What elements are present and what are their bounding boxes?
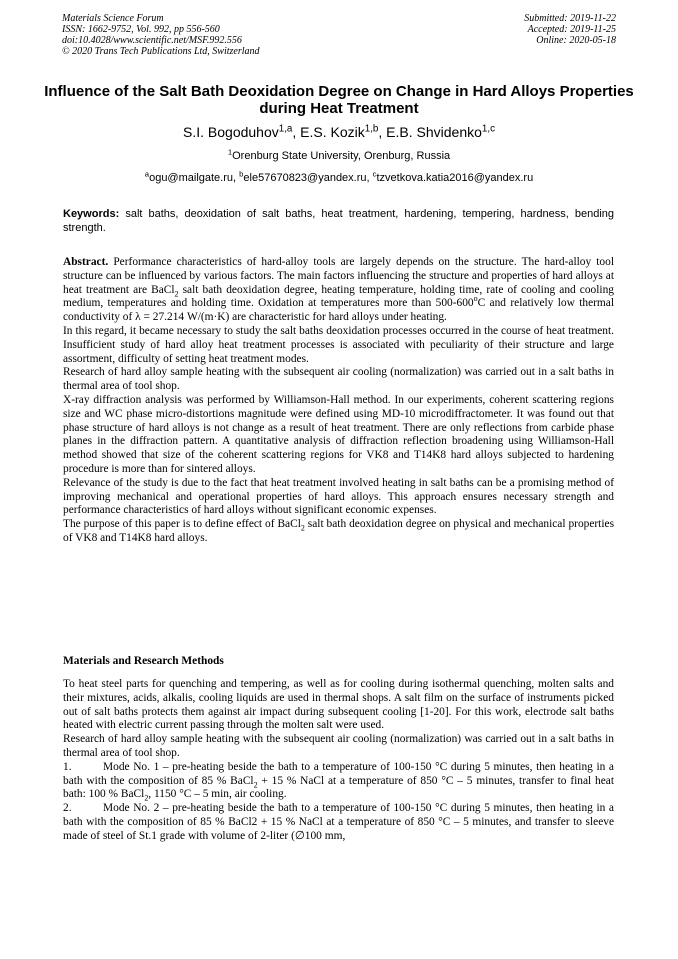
keywords <box>63 207 614 235</box>
author-name: E.B. Shvidenko <box>386 124 482 140</box>
journal-header <box>62 13 260 57</box>
list-number: 1. <box>63 760 72 773</box>
email-link[interactable]: ogu@mailgate.ru <box>149 172 234 184</box>
email-mark: b <box>239 169 244 179</box>
abstract-paragraph: Research of hard alloy sample heating with the subsequent air cooling (normalization) was carried out in a salt baths in thermal area of tool shop. <box>63 366 614 393</box>
email-link[interactable]: tzvetkova.katia2016@yandex.ru <box>376 172 534 184</box>
journal-doi: doi:10.4028/www.scientific.net/MSF.992.556 <box>62 35 242 46</box>
abstract-paragraph: The purpose of this paper is to define effect of BaCl$_2$ salt bath deoxidation degree on physical and mechanical properties of VK8 and T14K8 hard alloys. <box>63 518 615 544</box>
methods-paragraph: To heat steel parts for quenching and tempering, as well as for cooling during isothermal quenching, molten salts and their mixtures, acids, alkalis, cooling liquids are used in thermal shops. A salt film on the surface of instruments picked out of salt baths protects them against air impact during subsequent cooling [1-20]. For this work, electrode salt baths heated with electric current passing through the molten salt were used. <box>63 678 614 732</box>
author-affiliation-mark: 1,b <box>364 123 379 135</box>
author-affiliation-mark: 1,a <box>278 123 293 135</box>
author-name: E.S. Kozik <box>300 124 365 140</box>
author-affiliation-mark: 1,c <box>481 123 495 135</box>
email-mark: a <box>144 169 150 179</box>
keywords-text: salt baths, deoxidation of salt baths, heat treatment, hardening, tempering, hardness, bending strength. <box>63 208 614 234</box>
email-mark: c <box>372 169 377 179</box>
methods-paragraph: Research of hard alloy sample heating with the subsequent air cooling (normalization) was carried out in a salt baths in thermal area of tool shop. <box>63 733 614 759</box>
affiliation-text: Orenburg State University, Orenburg, Russia <box>232 150 451 162</box>
abstract-label: Abstract. <box>63 256 109 268</box>
accepted-date: Accepted: 2019-11-25 <box>527 24 616 35</box>
journal-copyright: © 2020 Trans Tech Publications Ltd, Switzerland <box>62 46 260 57</box>
mode-list-item: 2. Mode No. 2 – pre-heating beside the bath to a temperature of 100-150 °C during 5 minutes, then heating in a bath with the composition of 85 % BaCl2 + 15 % NaCl at a temperature of 850 °C – 5 minutes, and transfer to sleeve made of steel of St.1 grade with volume of 2-liter (∅100 mm, <box>63 802 614 842</box>
section-heading: Materials and Research Methods <box>63 655 224 667</box>
online-date: Online: 2020-05-18 <box>536 35 616 46</box>
abstract <box>63 256 614 546</box>
affiliation <box>40 147 638 163</box>
keywords-label: Keywords: <box>63 208 120 220</box>
abstract-paragraph: Abstract. Performance characteristics of hard-alloy tools are largely depends on the structure. The hard-alloy tool structure can be influenced by various factors. The main factors influencing the structure and properties of hard alloys at heat treatment are BaCl$_2$ salt bath deoxidation degree, heating temperature, holding time, rate of cooling and cooling medium, temperatures and holding time. Oxidation at temperatures more than 500-600$^o$C and relatively low thermal conductivity of λ = 27.214 W/(m·K) are characteristic for hard alloys under heating. <box>63 256 614 324</box>
author-name: S.I. Bogoduhov <box>183 124 279 140</box>
journal-name: Materials Science Forum <box>62 13 164 24</box>
email-link[interactable]: ele57670823@yandex.ru <box>243 172 367 184</box>
dates-header <box>524 13 616 46</box>
abstract-paragraph: X-ray diffraction analysis was performed by Williamson-Hall method. In our experiments, coherent scattering regions size and WC phase micro-distortions magnitude were defined using MD-10 microdiffractometer. It was found out that phase structure of hard alloys is not change as a result of heat treatment. There are only reflections from carbide phase planes in the diffraction pattern. A quantitative analysis of diffraction reflection broadening using Williamson-Hall method showed that size of the coherent scattering regions for VK8 and T14K8 hard alloys subjected to hardening procedure is more than for sintered alloys. <box>63 393 614 475</box>
affiliation-mark: 1 <box>227 147 233 157</box>
abstract-paragraph: Relevance of the study is due to the fact that heat treatment involved heating in salt baths can be a promising method of improving mechanical and operational properties of hard alloys. This approach ensures necessary strength and performance characteristics of hard alloys without significant economic expenses. <box>63 476 614 517</box>
journal-issn: ISSN: 1662-9752, Vol. 992, pp 556-560 <box>62 24 220 35</box>
mode-list-item: 1. Mode No. 1 – pre-heating beside the bath to a temperature of 100-150 °C during 5 minutes, then heating in a bath with the composition of 85 % BaCl$_2$ + 15 % NaCl at a temperature of 850 °C – 5 minutes, transfer to final heat bath: 100 % BaCl$_2$, 1150 °C – 5 min, air cooling. <box>63 760 614 803</box>
list-number: 2. <box>63 802 72 815</box>
methods-section <box>63 678 614 844</box>
email-list: $^a$ogu@mailgate.ru, $^b$ele57670823@yandex.ru, $^c$tzvetkova.katia2016@yandex.ru <box>144 169 534 184</box>
abstract-paragraph: In this regard, it became necessary to study the salt baths deoxidation processes occurred in the course of heat treatment. Insufficient study of hard alloy heat treatment processes is associated with peculiarity of their structure and large assortment, difficulty of setting heat treatment modes. <box>63 324 614 365</box>
paper-title: Influence of the Salt Bath Deoxidation Degree on Change in Hard Alloys Properties during Heat Treatment <box>44 83 634 117</box>
submitted-date: Submitted: 2019-11-22 <box>524 13 616 24</box>
author-list: S.I. Bogoduhov$^{1,a}$, E.S. Kozik$^{1,b}$, E.B. Shvidenko$^{1,c}$ <box>183 123 495 140</box>
